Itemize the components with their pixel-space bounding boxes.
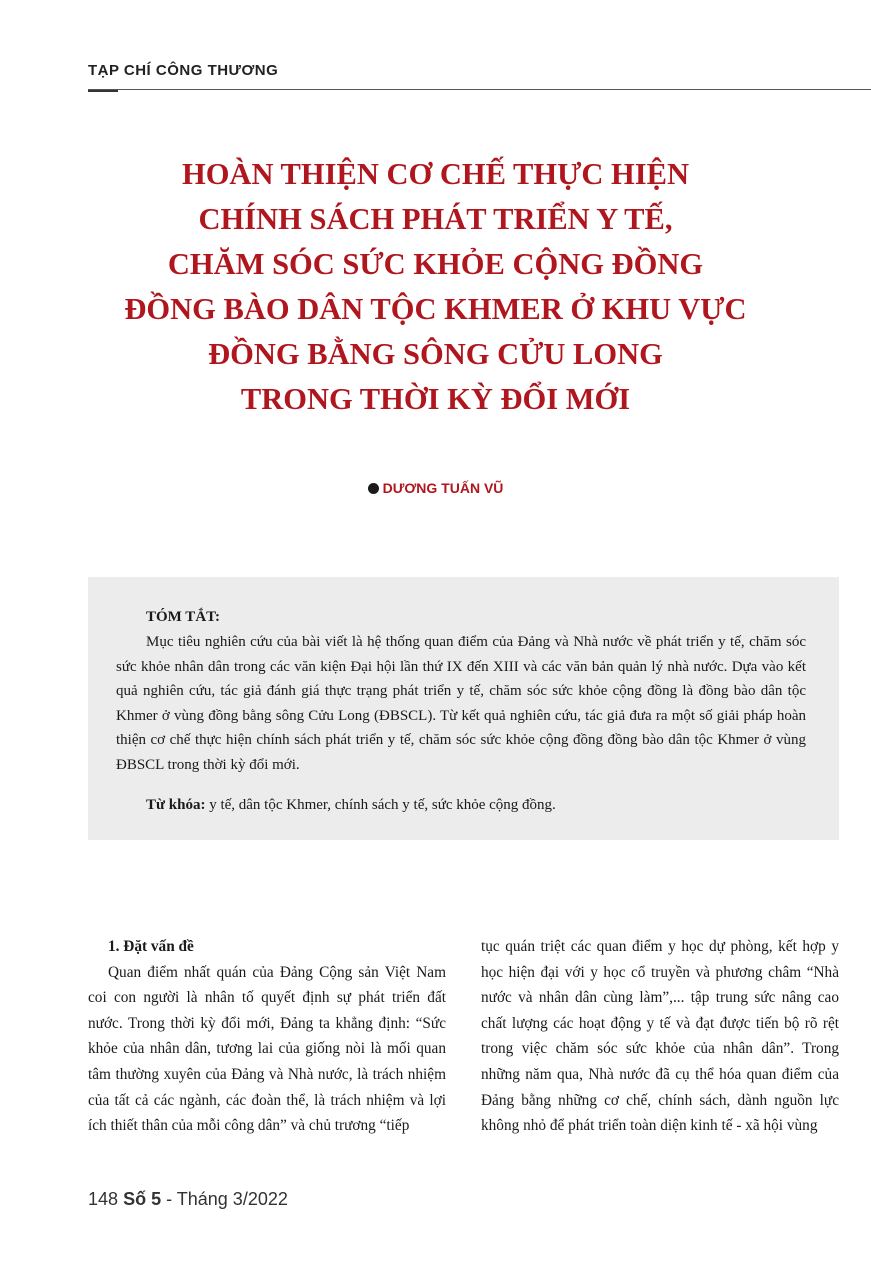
author-byline xyxy=(0,480,871,496)
abstract-box xyxy=(88,577,839,840)
abstract-label: TÓM TẮT: xyxy=(146,609,221,625)
body-column-left xyxy=(88,934,446,1139)
bullet-dot-icon xyxy=(368,483,379,494)
issue-number: Số 5 xyxy=(123,1189,162,1209)
issue-date: - Tháng 3/2022 xyxy=(166,1189,288,1209)
page-footer xyxy=(88,1189,288,1210)
title-line: TRONG THỜI KỲ ĐỔI MỚI xyxy=(240,382,631,416)
keywords-label: Từ khóa: xyxy=(146,797,206,813)
keywords xyxy=(146,797,556,814)
journal-header: TẠP CHÍ CÔNG THƯƠNG xyxy=(88,62,279,79)
section-heading: 1. Đặt vấn đề xyxy=(108,938,194,955)
header-accent-mark xyxy=(88,90,118,92)
body-column-right xyxy=(481,934,839,1139)
title-line: HOÀN THIỆN CƠ CHẾ THỰC HIỆN xyxy=(181,157,689,191)
title-line: CHĂM SÓC SỨC KHỎE CỘNG ĐỒNG xyxy=(167,247,704,281)
title-line: ĐỒNG BÀO DÂN TỘC KHMER Ở KHU VỰC xyxy=(124,292,747,326)
keywords-text: y tế, dân tộc Khmer, chính sách y tế, sức khỏe cộng đồng. xyxy=(209,797,556,813)
title-line: ĐỒNG BẰNG SÔNG CỬU LONG xyxy=(208,337,663,371)
page-number: 148 xyxy=(88,1189,119,1209)
body-paragraph: Quan điểm nhất quán của Đảng Cộng sản Việt Nam coi con người là nhân tố quyết định sự phát triển đất nước. Trong thời kỳ đổi mới, Đảng ta khẳng định: “Sức khỏe của nhân dân, tương lai của giống nòi là mối quan tâm thường xuyên của Đảng và Nhà nước, là trách nhiệm của tất cả các ngành, các đoàn thể, là trách nhiệm và lợi ích thiết thân của mỗi công dân” và chủ trương “tiếp xyxy=(88,963,446,1135)
header-divider xyxy=(88,89,871,90)
abstract-text: Mục tiêu nghiên cứu của bài viết là hệ thống quan điểm của Đảng và Nhà nước về phát triển y tế, chăm sóc sức khỏe nhân dân trong các văn kiện Đại hội lần thứ IX đến XIII và các văn bản quản lý nhà nước. Dựa vào kết quả nghiên cứu, tác giả đánh giá thực trạng phát triển y tế, chăm sóc sức khỏe cộng đồng là đồng bào dân tộc Khmer ở vùng đồng bằng sông Cửu Long (ĐBSCL). Từ kết quả nghiên cứu, tác giả đưa ra một số giải pháp hoàn thiện cơ chế thực hiện chính sách phát triển y tế, chăm sóc sức khỏe cộng đồng đồng bào dân tộc Khmer ở vùng ĐBSCL trong thời kỳ đổi mới. xyxy=(116,634,806,773)
article-title xyxy=(60,152,811,422)
author-name: DƯƠNG TUẤN VŨ xyxy=(382,480,504,496)
title-line: CHÍNH SÁCH PHÁT TRIỂN Y TẾ, xyxy=(198,202,673,236)
body-paragraph: tục quán triệt các quan điểm y học dự phòng, kết hợp y học hiện đại với y học cổ truyền và phương châm “Nhà nước và nhân dân cùng làm”,... tập trung sức nâng cao chất lượng các hoạt động y tế và đạt được tiến bộ rõ rệt trong việc chăm sóc sức khỏe của nhân dân”. Trong những năm qua, Nhà nước đã cụ thể hóa quan điểm của Đảng bằng những cơ chế, chính sách, dành nguồn lực không nhỏ để phát triển toàn diện kinh tế - xã hội vùng xyxy=(481,938,839,1135)
